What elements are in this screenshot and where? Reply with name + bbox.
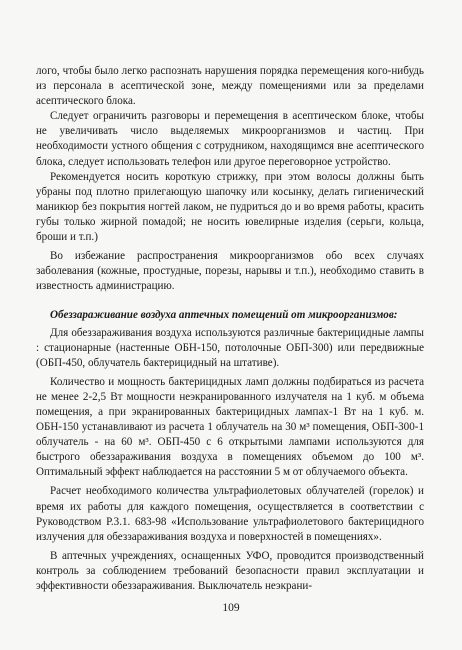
paragraph-illness: Во избежание распространения микроорганизмов обо всех случаях заболевания (кожные, простудные, порезы, нарывы и т.п.), необходимо ставить в известность администрацию. — [36, 250, 424, 293]
paragraph-uv-calculation: Расчет необходимого количества ультрафиолетовых облучателей (горелок) и время их работы для каждого помещения, осуществляется в соответствии с Руководством Р.3.1. 683-98 «Использование ультрафиолетового бактерицидного излучения для обеззараживания воздуха и поверхностей в помещениях». — [36, 485, 424, 543]
paragraph-lamp-power: Количество и мощность бактерицидных ламп должны подбираться из расчета не менее 2-2,5 Вт мощности неэкранированного излучателя на 1 куб. м объема помещения, а при экранированных бактерицидных лампах-1 Вт на 1 куб. м. ОБН-150 устанавливают из расчета 1 облучатель на 30 м³ помещения, ОБП-300-1 облучатель - на 60 м³. ОБП-450 с 6 открытыми лампами используются для быстрого обеззараживания воздуха в помещениях объемом до 100 м³. Оптимальный эффект наблюдается на расстоянии 5 м от облучаемого объекта. — [36, 375, 424, 479]
paragraph-continuation: лого, чтобы было легко распознать нарушения порядка перемещения кого-нибудь из персонала в асептической зоне, между помещениями или за пределами асептического блока. — [36, 65, 424, 108]
paragraph-lamps: Для обеззараживания воздуха используются различные бактерицидные лампы : стационарные (настенные ОБН-150, потолочные ОБП-300) или передвижные (ОБП-450, облучатель бактерицидный на штативе). — [36, 326, 424, 369]
paragraph-appearance: Рекомендуется носить короткую стрижку, при этом волосы должны быть убраны под плотно прилегающую шапочку или косынку, делать гигиенический маникюр без покрытия ногтей лаком, не пудриться до и во время работы, красить губы только жирной помадой; не носить ювелирные изделия (серьги, кольца, броши и т.п.) — [36, 170, 424, 244]
section-heading: Обеззараживание воздуха аптечных помещений от микроорганизмов: — [50, 309, 398, 322]
page-body — [36, 64, 424, 594]
paragraph-conversations: Следует ограничить разговоры и перемещения в асептическом блоке, чтобы не увеличивать число выделяемых микроорганизмов и частиц. При необходимости устного общения с сотрудником, находящимся вне асептического блока, следует использовать телефон или другое переговорное устройство. — [36, 110, 424, 168]
page-number: 109 — [222, 602, 240, 614]
paragraph-production-control: В аптечных учреждениях, оснащенных УФО, проводится производственный контроль за соблюдением требований безопасности правил эксплуатации и эффективности обеззараживания. Выключатель неэкрани- — [36, 549, 424, 592]
